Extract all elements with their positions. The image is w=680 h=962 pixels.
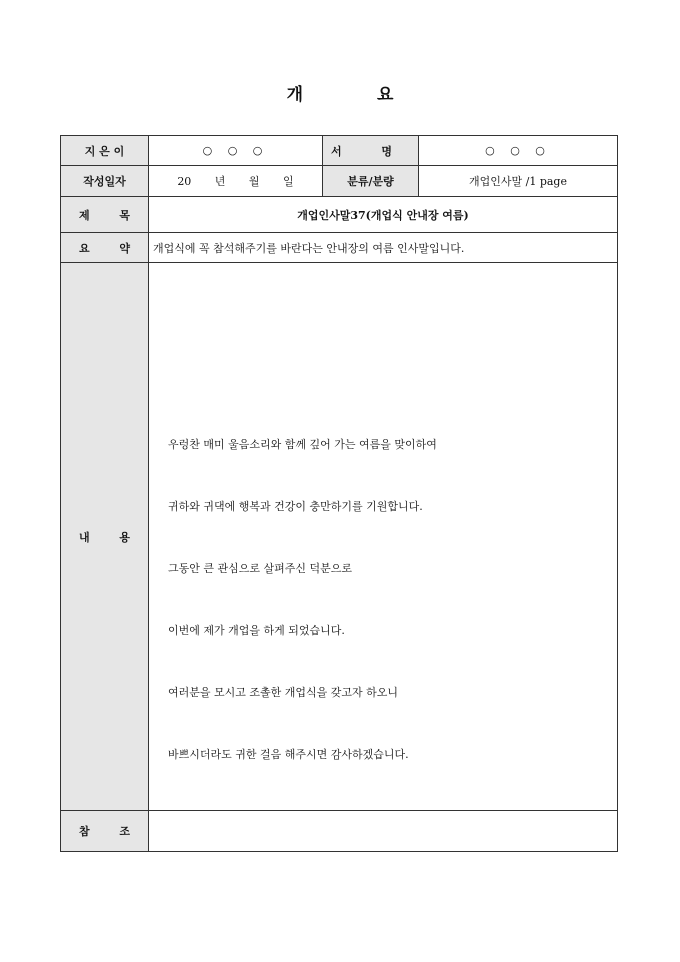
content-lines — [153, 265, 613, 763]
document-title: 개 요 — [286, 85, 428, 105]
content-line: 바쁘시더라도 귀한 걸음 해주시면 감사하겠습니다. — [168, 747, 409, 761]
summary-label — [61, 233, 149, 263]
author-value: ○ ○ ○ — [149, 136, 323, 166]
content-line: 이번에 제가 개업을 하게 되었습니다. — [168, 623, 345, 637]
content-row — [61, 263, 618, 811]
date-value-text: 20 년 월 일 — [177, 175, 294, 188]
content-line: 귀하와 귀댁에 행복과 건강이 충만하기를 기원합니다. — [168, 499, 423, 513]
subject-label — [61, 197, 149, 233]
reference-value — [149, 811, 618, 852]
summary-value: 개업식에 꼭 참석해주기를 바란다는 안내장의 여름 인사말입니다. — [149, 233, 618, 263]
date-value — [149, 166, 323, 197]
author-label: 지 은 이 — [61, 136, 149, 166]
content-body — [149, 263, 618, 811]
date-label: 작성일자 — [61, 166, 149, 197]
signature-label-text: 서 명 — [330, 144, 411, 158]
subject-label-text: 제 목 — [78, 208, 131, 222]
content-line: 우렁찬 매미 울음소리와 함께 깊어 가는 여름을 맞이하여 — [168, 437, 437, 451]
author-row — [61, 136, 618, 166]
content-label-text: 내 용 — [78, 530, 131, 544]
content-line: 여러분을 모시고 조촐한 개업식을 갖고자 하오니 — [168, 685, 399, 699]
signature-value: ○ ○ ○ — [419, 136, 618, 166]
signature-label — [323, 136, 419, 166]
summary-row — [61, 233, 618, 263]
date-row — [61, 166, 618, 197]
overview-form-table — [60, 135, 618, 852]
category-label: 분류/분량 — [323, 166, 419, 197]
reference-label-text: 참 조 — [78, 825, 131, 838]
category-value: 개업인사말 /1 page — [419, 166, 618, 197]
summary-label-text: 요 약 — [78, 241, 131, 255]
subject-value: 개업인사말37(개업식 안내장 여름) — [149, 197, 618, 233]
content-label — [61, 263, 149, 811]
subject-row — [61, 197, 618, 233]
content-line: 그동안 큰 관심으로 살펴주신 덕분으로 — [168, 561, 353, 575]
reference-row — [61, 811, 618, 852]
reference-label — [61, 811, 149, 852]
